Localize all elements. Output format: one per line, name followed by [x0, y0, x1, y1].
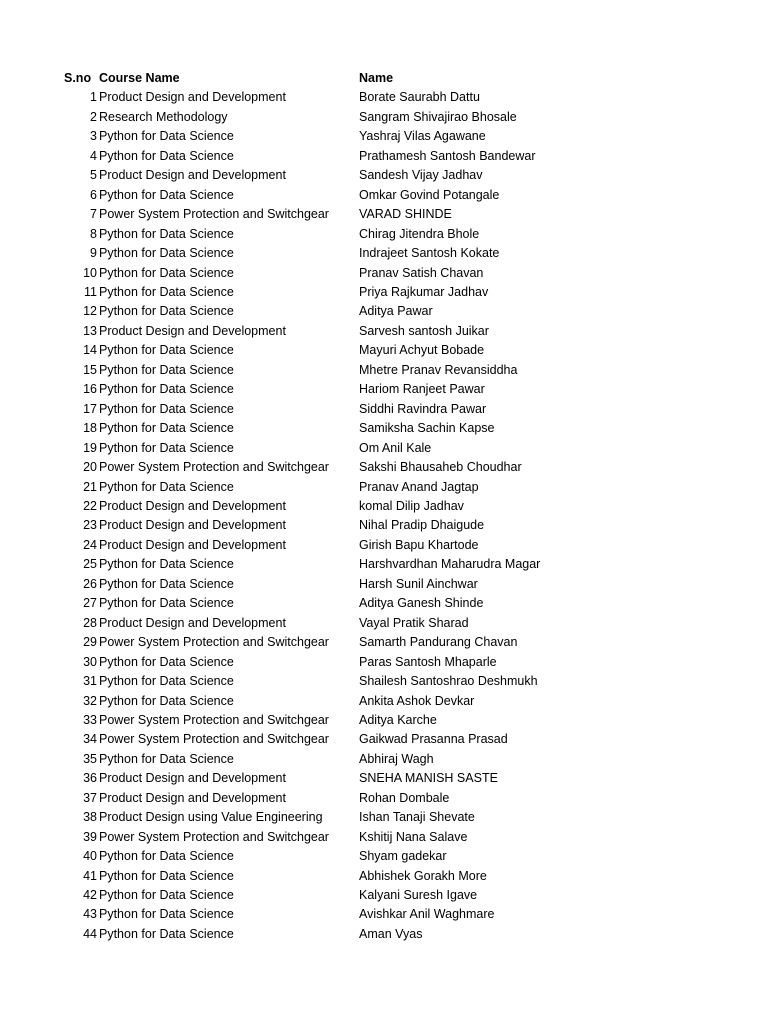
cell-sno: 33 [83, 712, 97, 727]
cell-name: Chirag Jitendra Bhole [359, 226, 480, 241]
table-row [0, 808, 639, 827]
cell-name: Samarth Pandurang Chavan [359, 635, 518, 650]
cell-name: Sangram Shivajirao Bhosale [359, 109, 517, 124]
cell-name: Borate Saurabh Dattu [359, 90, 480, 105]
cell-sno: 11 [84, 284, 97, 299]
cell-sno: 43 [83, 907, 97, 922]
cell-name: Avishkar Anil Waghmare [359, 907, 495, 922]
table-row [0, 478, 639, 497]
table-row [0, 789, 639, 808]
cell-name: Aditya Karche [359, 712, 437, 727]
cell-name: Ankita Ashok Devkar [359, 693, 475, 708]
cell-course-name: Product Design and Development [99, 537, 286, 552]
header-sno: S.no [64, 71, 92, 85]
cell-course-name: Python for Data Science [99, 148, 234, 163]
cell-course-name: Product Design and Development [99, 615, 286, 630]
table-row [0, 555, 639, 574]
cell-sno: 15 [83, 362, 97, 377]
cell-sno: 21 [83, 479, 97, 494]
cell-name: Aman Vyas [359, 926, 423, 941]
table-row [0, 244, 639, 263]
cell-sno: 31 [83, 674, 97, 689]
cell-course-name: Python for Data Science [99, 246, 234, 261]
cell-sno: 3 [90, 129, 97, 144]
student-course-sheet [0, 69, 768, 944]
cell-course-name: Product Design and Development [99, 323, 286, 338]
cell-course-name: Python for Data Science [99, 343, 234, 358]
cell-course-name: Python for Data Science [99, 654, 234, 669]
cell-course-name: Product Design and Development [99, 771, 286, 786]
table-row [0, 380, 639, 399]
cell-course-name: Python for Data Science [99, 868, 234, 883]
cell-name: Vayal Pratik Sharad [359, 615, 469, 630]
cell-sno: 10 [83, 265, 97, 280]
table-row [0, 186, 639, 205]
cell-sno: 32 [83, 693, 97, 708]
cell-sno: 4 [90, 148, 97, 163]
table-row [0, 614, 639, 633]
table-row [0, 302, 639, 321]
header-row [0, 69, 639, 88]
cell-name: Kalyani Suresh Igave [359, 888, 478, 903]
cell-sno: 41 [83, 868, 97, 883]
cell-name: Pranav Anand Jagtap [359, 479, 479, 494]
cell-course-name: Python for Data Science [99, 693, 234, 708]
header-course-name: Course Name [99, 71, 180, 85]
cell-name: komal Dilip Jadhav [359, 498, 464, 513]
cell-name: Omkar Govind Potangale [359, 187, 500, 202]
cell-course-name: Product Design and Development [99, 790, 286, 805]
cell-name: Om Anil Kale [359, 440, 432, 455]
cell-course-name: Python for Data Science [99, 265, 234, 280]
cell-name: Kshitij Nana Salave [359, 829, 468, 844]
table-row [0, 147, 639, 166]
cell-sno: 13 [83, 323, 97, 338]
table-body [0, 88, 639, 944]
cell-course-name: Python for Data Science [99, 382, 234, 397]
table-row [0, 633, 639, 652]
cell-sno: 24 [83, 537, 97, 552]
cell-sno: 17 [83, 401, 97, 416]
cell-name: Sandesh Vijay Jadhav [359, 168, 483, 183]
cell-sno: 42 [83, 888, 97, 903]
cell-sno: 2 [90, 109, 97, 124]
cell-name: Paras Santosh Mhaparle [359, 654, 497, 669]
cell-name: Aditya Ganesh Shinde [359, 596, 484, 611]
table-row [0, 88, 639, 107]
enrollment-table [0, 69, 639, 944]
cell-course-name: Power System Protection and Switchgear [99, 460, 329, 475]
table-row [0, 419, 639, 438]
cell-course-name: Python for Data Science [99, 187, 234, 202]
cell-sno: 6 [90, 187, 97, 202]
cell-name: Shyam gadekar [359, 849, 447, 864]
cell-sno: 16 [83, 382, 97, 397]
table-row [0, 108, 639, 127]
cell-course-name: Python for Data Science [99, 926, 234, 941]
cell-course-name: Python for Data Science [99, 362, 234, 377]
table-row [0, 672, 639, 691]
table-row [0, 400, 639, 419]
cell-sno: 37 [83, 790, 97, 805]
table-row [0, 536, 639, 555]
table-row [0, 692, 639, 711]
cell-sno: 26 [83, 576, 97, 591]
table-row [0, 497, 639, 516]
cell-sno: 1 [90, 90, 97, 105]
table-row [0, 575, 639, 594]
cell-course-name: Product Design and Development [99, 168, 286, 183]
table-header [0, 69, 639, 88]
cell-course-name: Python for Data Science [99, 226, 234, 241]
cell-name: Rohan Dombale [359, 790, 450, 805]
table-row [0, 653, 639, 672]
cell-name: Girish Bapu Khartode [359, 537, 479, 552]
cell-name: SNEHA MANISH SASTE [359, 771, 498, 786]
table-row [0, 516, 639, 535]
cell-course-name: Python for Data Science [99, 421, 234, 436]
cell-sno: 40 [83, 849, 97, 864]
cell-course-name: Python for Data Science [99, 576, 234, 591]
cell-sno: 7 [90, 207, 97, 222]
cell-course-name: Python for Data Science [99, 888, 234, 903]
cell-course-name: Python for Data Science [99, 304, 234, 319]
cell-course-name: Python for Data Science [99, 440, 234, 455]
table-row [0, 730, 639, 749]
table-row [0, 594, 639, 613]
cell-sno: 27 [83, 596, 97, 611]
cell-sno: 18 [83, 421, 97, 436]
cell-name: Siddhi Ravindra Pawar [359, 401, 487, 416]
cell-course-name: Power System Protection and Switchgear [99, 712, 329, 727]
table-row [0, 847, 639, 866]
cell-course-name: Python for Data Science [99, 401, 234, 416]
cell-sno: 20 [83, 460, 97, 475]
cell-name: Aditya Pawar [359, 304, 433, 319]
table-row [0, 905, 639, 924]
cell-sno: 5 [90, 168, 97, 183]
table-row [0, 127, 639, 146]
cell-course-name: Python for Data Science [99, 849, 234, 864]
cell-course-name: Research Methodology [99, 109, 228, 124]
cell-sno: 34 [83, 732, 97, 747]
cell-course-name: Product Design using Value Engineering [99, 810, 323, 825]
cell-sno: 44 [83, 926, 97, 941]
table-row [0, 828, 639, 847]
table-row [0, 769, 639, 788]
cell-name: Harsh Sunil Ainchwar [359, 576, 478, 591]
table-row [0, 361, 639, 380]
cell-course-name: Product Design and Development [99, 90, 286, 105]
cell-name: Sakshi Bhausaheb Choudhar [359, 460, 522, 475]
cell-name: Mhetre Pranav Revansiddha [359, 362, 518, 377]
cell-course-name: Python for Data Science [99, 129, 234, 144]
table-row [0, 166, 639, 185]
cell-name: Nihal Pradip Dhaigude [359, 518, 485, 533]
cell-course-name: Power System Protection and Switchgear [99, 635, 329, 650]
table-row [0, 867, 639, 886]
cell-name: Pranav Satish Chavan [359, 265, 484, 280]
cell-name: Abhishek Gorakh More [359, 868, 487, 883]
table-row [0, 750, 639, 769]
cell-name: Priya Rajkumar Jadhav [359, 284, 489, 299]
cell-sno: 23 [83, 518, 97, 533]
header-name: Name [359, 71, 394, 85]
cell-sno: 39 [83, 829, 97, 844]
cell-name: Gaikwad Prasanna Prasad [359, 732, 508, 747]
cell-course-name: Power System Protection and Switchgear [99, 829, 329, 844]
cell-sno: 14 [83, 343, 97, 358]
cell-sno: 29 [83, 635, 97, 650]
cell-course-name: Product Design and Development [99, 518, 286, 533]
table-row [0, 886, 639, 905]
table-row [0, 205, 639, 224]
table-row [0, 711, 639, 730]
table-row [0, 458, 639, 477]
cell-name: Prathamesh Santosh Bandewar [359, 148, 536, 163]
cell-name: Sarvesh santosh Juikar [359, 323, 489, 338]
cell-sno: 22 [83, 498, 97, 513]
cell-name: Mayuri Achyut Bobade [359, 343, 485, 358]
cell-course-name: Python for Data Science [99, 907, 234, 922]
cell-sno: 19 [83, 440, 97, 455]
cell-name: VARAD SHINDE [359, 207, 452, 222]
cell-course-name: Python for Data Science [99, 479, 234, 494]
cell-course-name: Python for Data Science [99, 674, 234, 689]
cell-course-name: Python for Data Science [99, 284, 234, 299]
cell-sno: 12 [83, 304, 97, 319]
cell-sno: 38 [83, 810, 97, 825]
cell-sno: 25 [83, 557, 97, 572]
cell-sno: 28 [83, 615, 97, 630]
cell-sno: 9 [90, 246, 97, 261]
table-row [0, 341, 639, 360]
cell-name: Samiksha Sachin Kapse [359, 421, 495, 436]
cell-name: Hariom Ranjeet Pawar [359, 382, 485, 397]
cell-course-name: Python for Data Science [99, 751, 234, 766]
cell-sno: 36 [83, 771, 97, 786]
table-row [0, 925, 639, 944]
cell-name: Indrajeet Santosh Kokate [359, 246, 500, 261]
cell-course-name: Power System Protection and Switchgear [99, 207, 329, 222]
cell-course-name: Power System Protection and Switchgear [99, 732, 329, 747]
cell-name: Shailesh Santoshrao Deshmukh [359, 674, 538, 689]
cell-sno: 8 [90, 226, 97, 241]
table-row [0, 322, 639, 341]
cell-name: Ishan Tanaji Shevate [359, 810, 475, 825]
cell-course-name: Python for Data Science [99, 596, 234, 611]
cell-course-name: Product Design and Development [99, 498, 286, 513]
cell-name: Abhiraj Wagh [359, 751, 434, 766]
cell-sno: 35 [83, 751, 97, 766]
table-row [0, 439, 639, 458]
cell-course-name: Python for Data Science [99, 557, 234, 572]
table-row [0, 283, 639, 302]
table-row [0, 264, 639, 283]
cell-name: Harshvardhan Maharudra Magar [359, 557, 541, 572]
cell-name: Yashraj Vilas Agawane [359, 129, 486, 144]
cell-sno: 30 [83, 654, 97, 669]
table-row [0, 225, 639, 244]
